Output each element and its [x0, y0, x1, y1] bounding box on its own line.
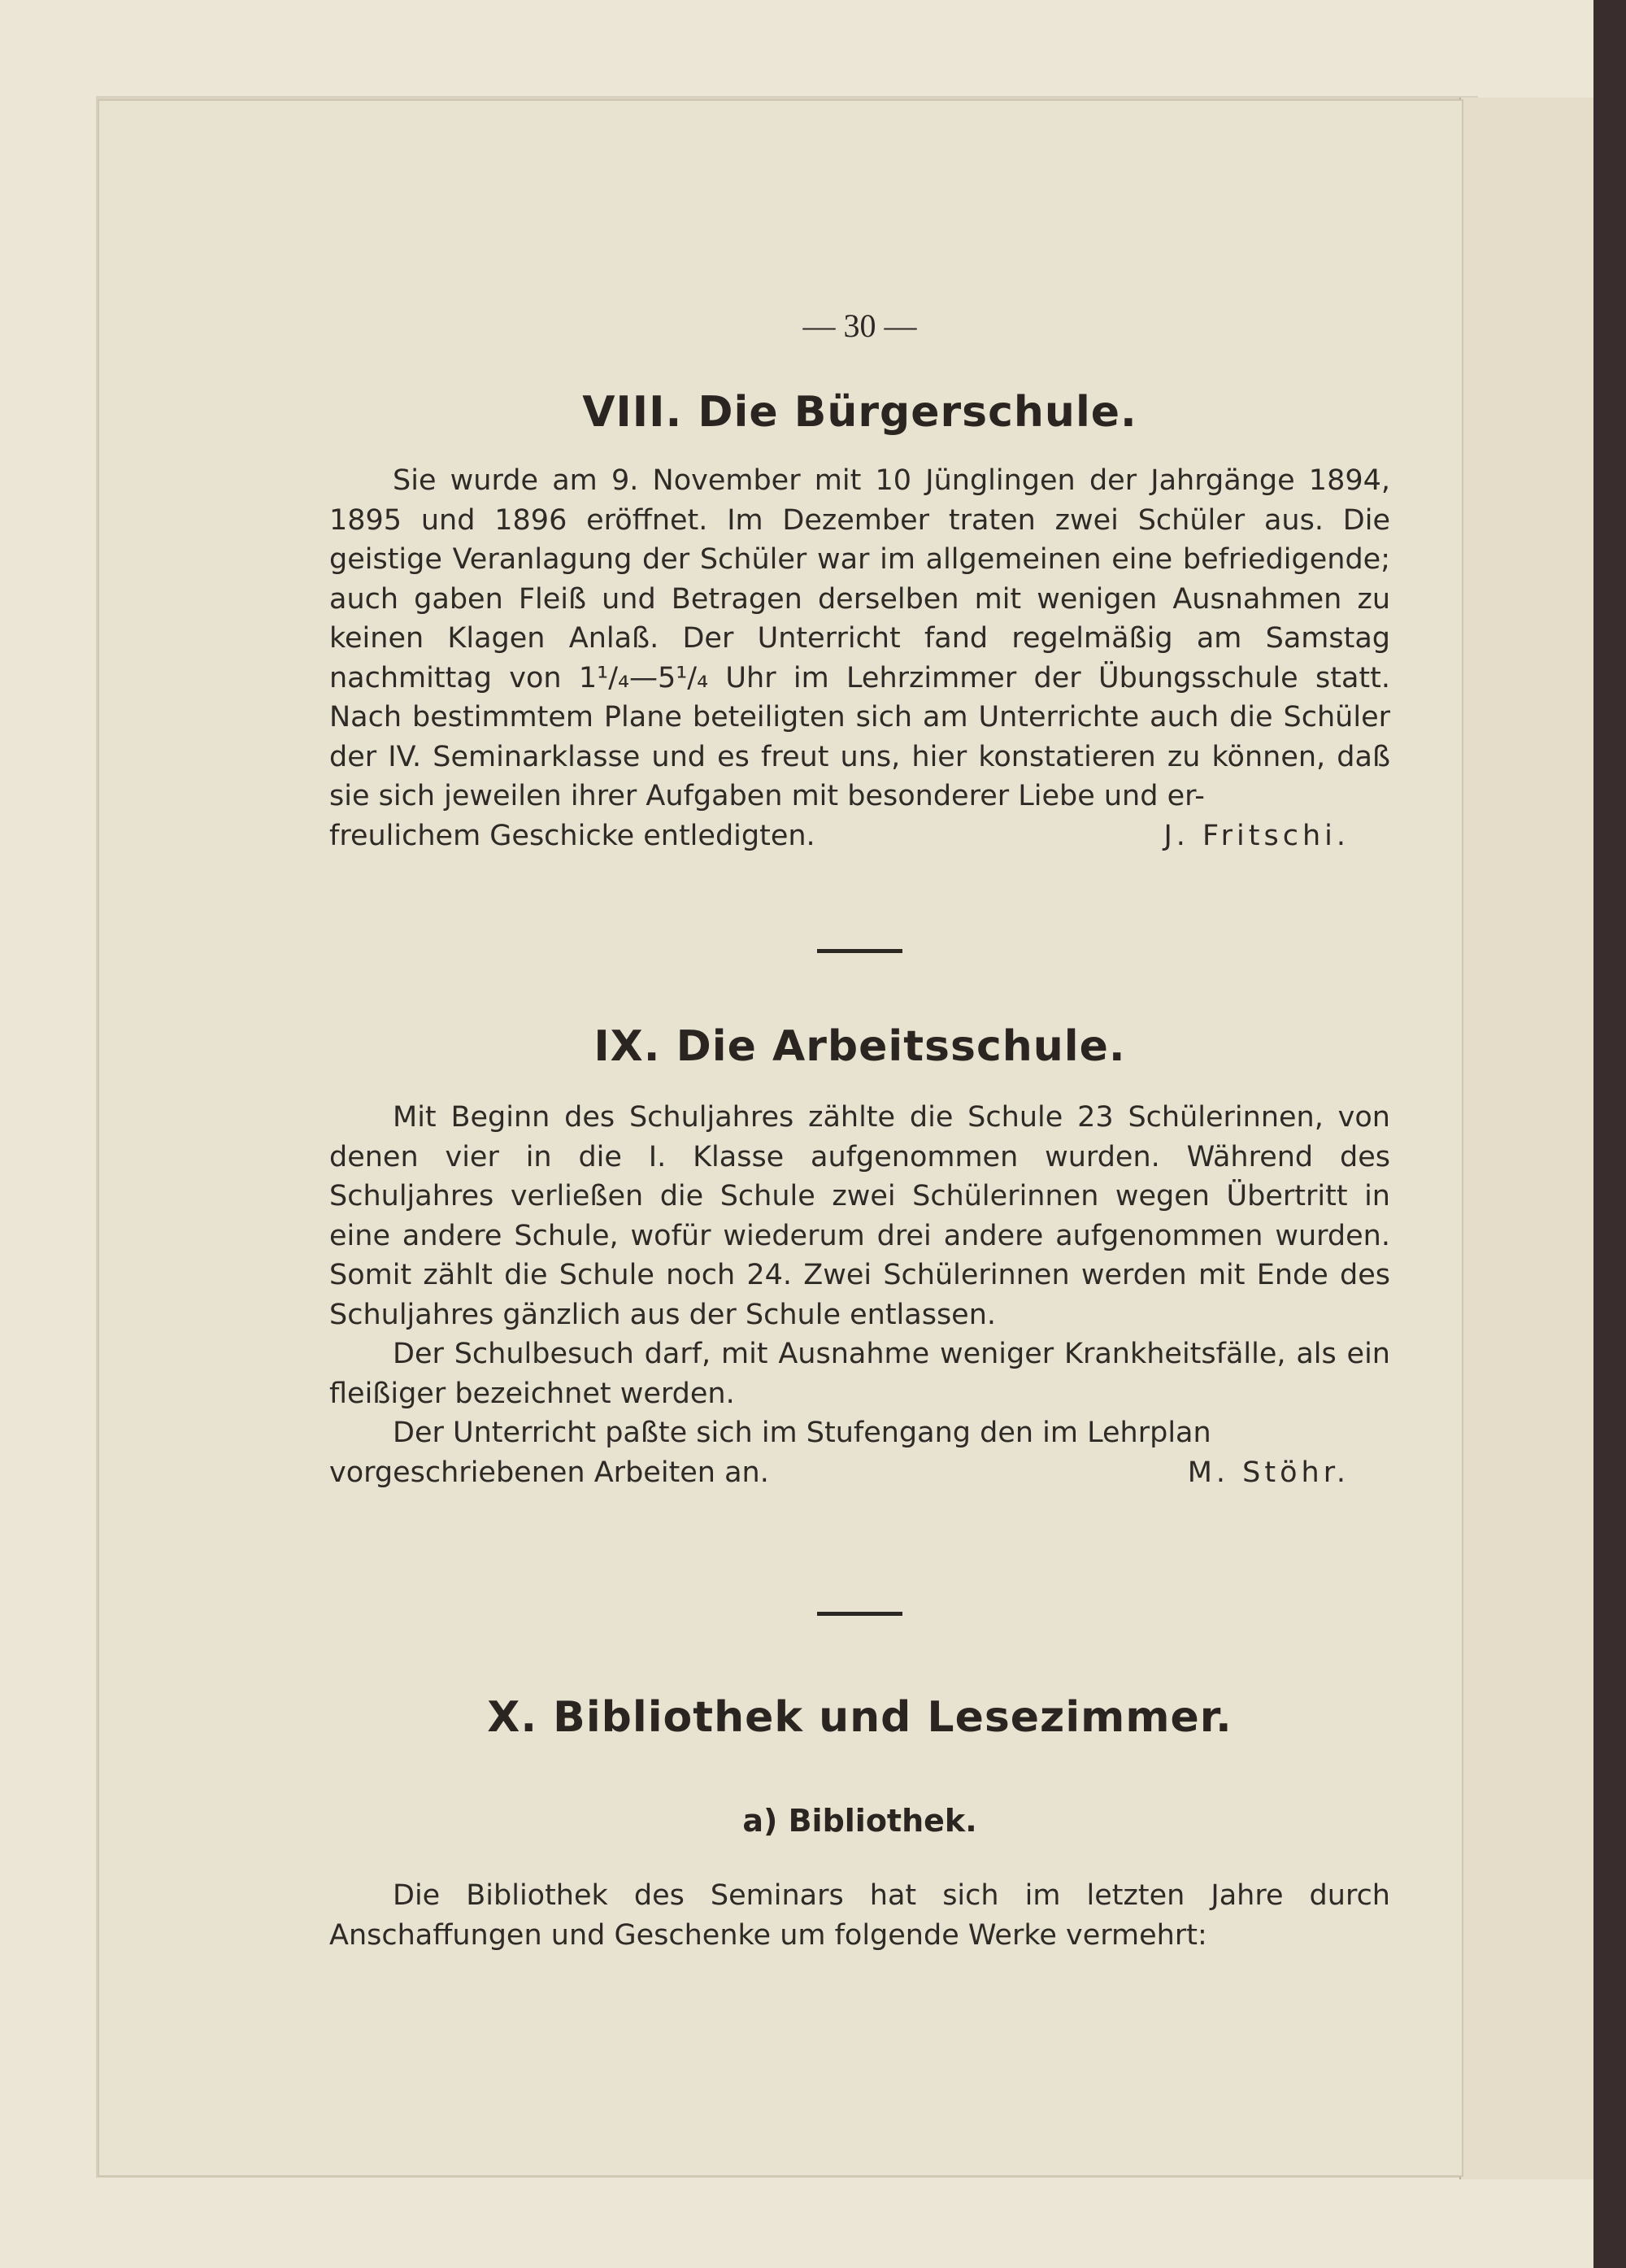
section-ix-paragraph-3-text: Der Unterricht paßte sich im Stufengang den im Lehrplan [393, 1417, 1211, 1449]
section-ix-last-line: vorgeschriebenen Arbeiten an. [329, 1456, 769, 1489]
section-viii-text: Sie wurde am 9. November mit 10 Jünglingen der Jahrgänge 1894, 1895 und 1896 eröffnet. Im Dezember traten zwei Schüler aus. Die geistige Veranlagung der Schüler war im allgemeinen eine befriedigende; auch gaben Fleiß und Betragen derselben mit wenigen Ausnahmen zu keinen Klagen Anlaß. Der Unterricht fand regelmäßig am Samstag nachmittag von 1¹/₄—5¹/₄ Uhr im Lehrzimmer der Übungsschule statt. Nach bestimmtem Plane beteiligten sich am Unterrichte auch die Schüler der IV. Seminarklasse und es freut uns, hier konstatieren zu können, daß sie sich jeweilen ihrer Aufgaben mit besonderer Liebe und er- [329, 464, 1390, 812]
section-ix-paragraph-3 [329, 1413, 1390, 1453]
section-ix-paragraph-1-text: Mit Beginn des Schuljahres zählte die Schule 23 Schülerinnen, von denen vier in die I. Klasse aufgenommen wurden. Während des Schuljahres verließen die Schule zwei Schülerinnen wegen Übertritt in eine andere Schule, wofür wiederum drei andere aufgenommen wurden. Somit zählt die Schule noch 24. Zwei Schülerinnen werden mit Ende des Schuljahres gänzlich aus der Schule entlassen. [329, 1101, 1390, 1331]
section-viii-last-line: freulichem Geschicke entledigten. [329, 819, 815, 852]
section-divider [817, 1612, 902, 1616]
section-divider [817, 949, 902, 953]
section-viii-title: VIII. Die Bürgerschule. [582, 388, 1137, 437]
section-x-paragraph [329, 1876, 1390, 1955]
section-ix-body [329, 1098, 1390, 1492]
section-x-title: X. Bibliothek und Lesezimmer. [487, 1693, 1233, 1742]
section-ix-signature: M. Stöhr. [1187, 1456, 1350, 1489]
section-x-subtitle: a) Bibliothek. [742, 1803, 977, 1839]
document-page [98, 99, 1463, 2177]
section-viii-closing-line [329, 816, 1390, 856]
section-ix-paragraph-2 [329, 1334, 1390, 1413]
section-ix-title: IX. Die Arbeitsschule. [593, 1022, 1126, 1071]
section-viii-signature: J. Fritschi. [1163, 819, 1350, 852]
section-ix-paragraph-2-text: Der Schulbesuch darf, mit Ausnahme weniger Krankheitsfälle, als ein fleißiger bezeichnet werden. [329, 1338, 1390, 1410]
section-x-text: Die Bibliothek des Seminars hat sich im letzten Jahre durch Anschaffungen und Geschenke um folgende Werke vermehrt: [329, 1879, 1390, 1952]
page-number: — 30 — [802, 307, 917, 344]
section-viii-paragraph [329, 461, 1390, 855]
book-binding [1593, 0, 1626, 2268]
section-ix-paragraph-1 [329, 1098, 1390, 1334]
page-content [329, 99, 1390, 2177]
section-ix-closing-line [329, 1453, 1390, 1493]
